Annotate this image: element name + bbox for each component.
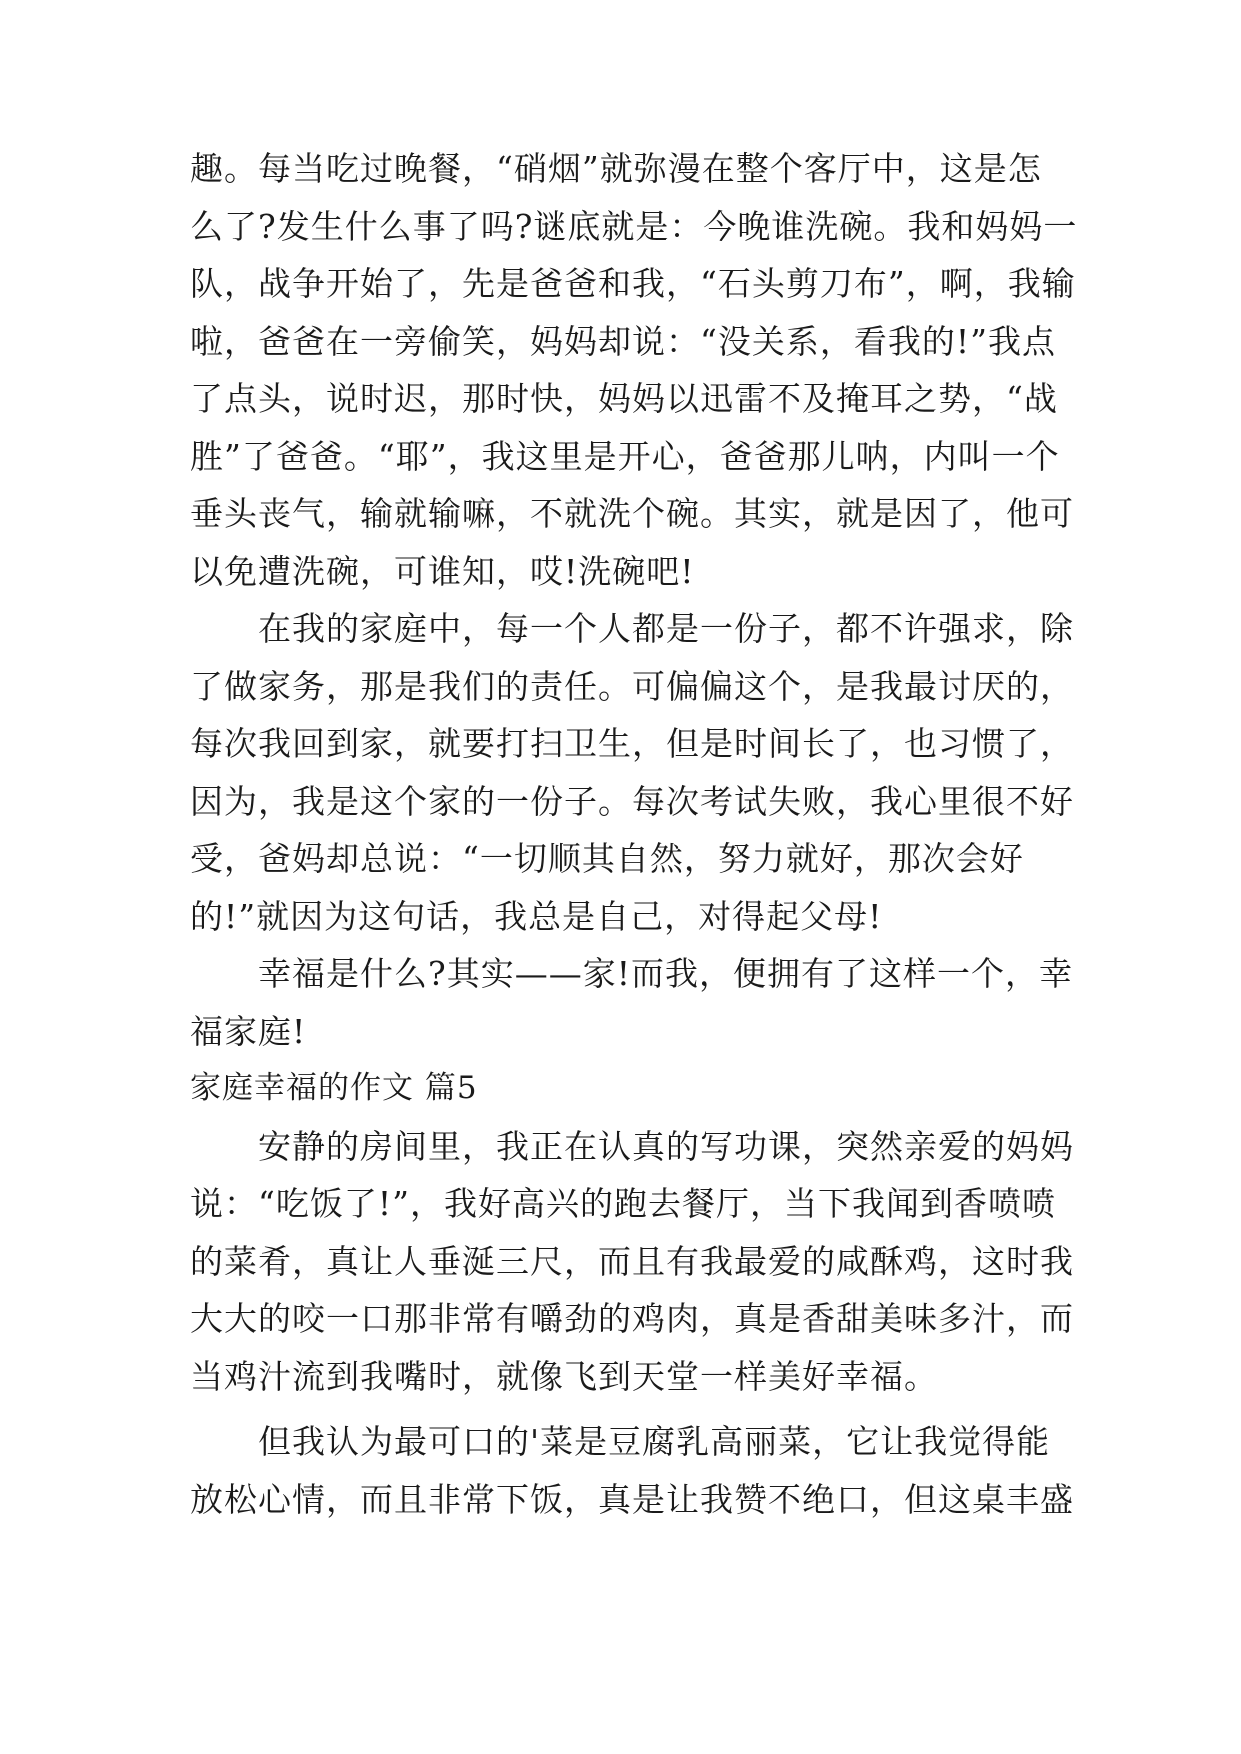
paragraph-line: 了点头，说时迟，那时快，妈妈以迅雷不及掩耳之势，“战 [190, 379, 1058, 418]
paragraph-line: 趣。每当吃过晚餐，“硝烟”就弥漫在整个客厅中，这是怎 [190, 149, 1042, 188]
paragraph-line: 的菜肴，真让人垂涎三尺，而且有我最爱的咸酥鸡，这时我 [190, 1241, 1074, 1281]
paragraph-line: 了做家务，那是我们的责任。可偏偏这个，是我最讨厌的， [190, 666, 1074, 706]
paragraph-3 [190, 945, 1073, 1060]
paragraph-line: 当鸡汁流到我嘴时，就像飞到天堂一样美好幸福。 [190, 1356, 938, 1396]
paragraph-line: 大大的咬一口那非常有嚼劲的鸡肉，真是香甜美味多汁，而 [190, 1299, 1074, 1338]
paragraph-1 [190, 140, 1078, 600]
paragraph-line: 福家庭! [190, 1011, 307, 1051]
paragraph-line: 么了?发生什么事了吗?谜底就是：今晚谁洗碗。我和妈妈一 [190, 206, 1078, 246]
paragraph-line: 队，战争开始了，先是爸爸和我，“石头剪刀布”，啊，我输 [190, 264, 1076, 303]
paragraph-line: 幸福是什么?其实——家!而我，便拥有了这样一个，幸 [258, 954, 1073, 993]
paragraph-line: 受，爸妈却总说：“一切顺其自然，努力就好，那次会好 [190, 839, 1024, 878]
essay-body [190, 140, 1078, 1528]
paragraph-line: 安静的房间里，我正在认真的写功课，突然亲爱的妈妈 [258, 1126, 1074, 1166]
paragraph-line: 啦，爸爸在一旁偷笑，妈妈却说：“没关系，看我的!”我点 [190, 321, 1057, 361]
paragraph-line: 胜”了爸爸。“耶”，我这里是开心，爸爸那儿呐，内叫一个 [190, 436, 1060, 476]
paragraph-line: 放松心情，而且非常下饭，真是让我赞不绝口，但这桌丰盛 [190, 1479, 1074, 1519]
paragraph-gap [190, 1405, 1060, 1413]
paragraph-line: 垂头丧气，输就输嘛，不就洗个碗。其实，就是因了，他可 [190, 494, 1074, 533]
paragraph-4 [190, 1118, 1074, 1406]
paragraph-line: 但我认为最可口的'菜是豆腐乳高丽菜，它让我觉得能 [258, 1422, 1051, 1461]
paragraph-line: 每次我回到家，就要打扫卫生，但是时间长了，也习惯了， [190, 724, 1074, 763]
paragraph-line: 的!”就因为这句话，我总是自己，对得起父母! [190, 896, 883, 936]
paragraph-line: 在我的家庭中，每一个人都是一份子，都不许强求，除 [258, 609, 1074, 648]
paragraph-line: 因为，我是这个家的一份子。每次考试失败，我心里很不好 [190, 781, 1074, 821]
paragraph-line: 以免遭洗碗，可谁知，哎!洗碗吧! [190, 551, 695, 591]
section-heading: 家庭幸福的作文 篇5 [190, 1070, 478, 1106]
paragraph-line: 说：“吃饭了!”，我好高兴的跑去餐厅，当下我闻到香喷喷 [190, 1184, 1057, 1223]
paragraph-5 [190, 1413, 1074, 1528]
paragraph-2 [190, 600, 1074, 945]
